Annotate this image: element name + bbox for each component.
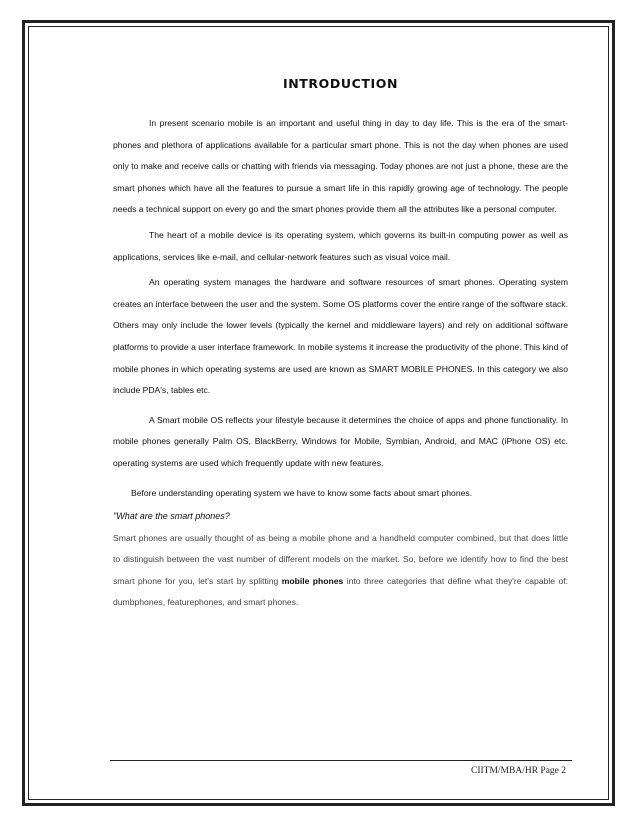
paragraph-scenario: In present scenario mobile is an important and useful thing in day to day life. This is the era of the smart-phones and plethora of applications available for a particular smart phone. This is not the day when phones are used only to make and receive calls or chatting with friends via messaging. Today phones are not just a phone, these are the smart phones which have all the features to pursue a smart life in this rapidly growing age of technology. The people needs a technical support on every go and the smart phones provide them all the attributes like a personal computer. — [113, 118, 568, 215]
paragraph-text-before-link: Smart phones are usually thought of as being a mobile phone and a handheld computer combined, but that does little to distinguish between the vast number of different models on the market. So, before we identify how to find the best smart phone for you, let's start by splitting — [113, 532, 568, 586]
paragraph-before-understanding: Before understanding operating system we have to know some facts about smart phones. — [131, 487, 473, 498]
paragraph-smart-phones — [113, 528, 568, 614]
paragraph-smart-os: A Smart mobile OS reflects your lifestyle because it determines the choice of apps and phone functionality. In mobile phones generally Palm OS, BlackBerry, Windows for Mobile, Symbian, Android, and MAC (iPhone OS) etc. operating systems are used which frequently update with new features. — [113, 414, 568, 468]
footer-rule — [110, 760, 572, 761]
page-title: INTRODUCTION — [282, 76, 399, 91]
paragraph-text-after-link: into three categories that define what they're capable of: dumbphones, featurephones, and smart phones. — [113, 575, 569, 608]
section-heading-smart-phones: "What are the smart phones? — [113, 511, 230, 522]
paragraph-os-manages: An operating system manages the hardware and software resources of smart phones. Operating system creates an interface between the user and the system. Some OS platforms cover the entire range of the software stack. Others may only include the lower levels (typically the kernel and middleware layers) and rely on additional software platforms to provide a user interface framework. In mobile systems it increase the productivity of the phone. This kind of mobile phones in which operating systems are used are known as SMART MOBILE PHONES. In this category we also include PDA's, tables etc. — [113, 277, 568, 396]
document-body — [113, 70, 568, 614]
page-footer: CIITM/MBA/HR Page 2 — [471, 766, 566, 776]
mobile-phones-link[interactable]: mobile phones — [281, 575, 344, 586]
paragraph-os-heart: The heart of a mobile device is its operating system, which governs its built-in computing power as well as applications, services like e-mail, and cellular-network features such as visual voice mail. — [113, 229, 568, 262]
